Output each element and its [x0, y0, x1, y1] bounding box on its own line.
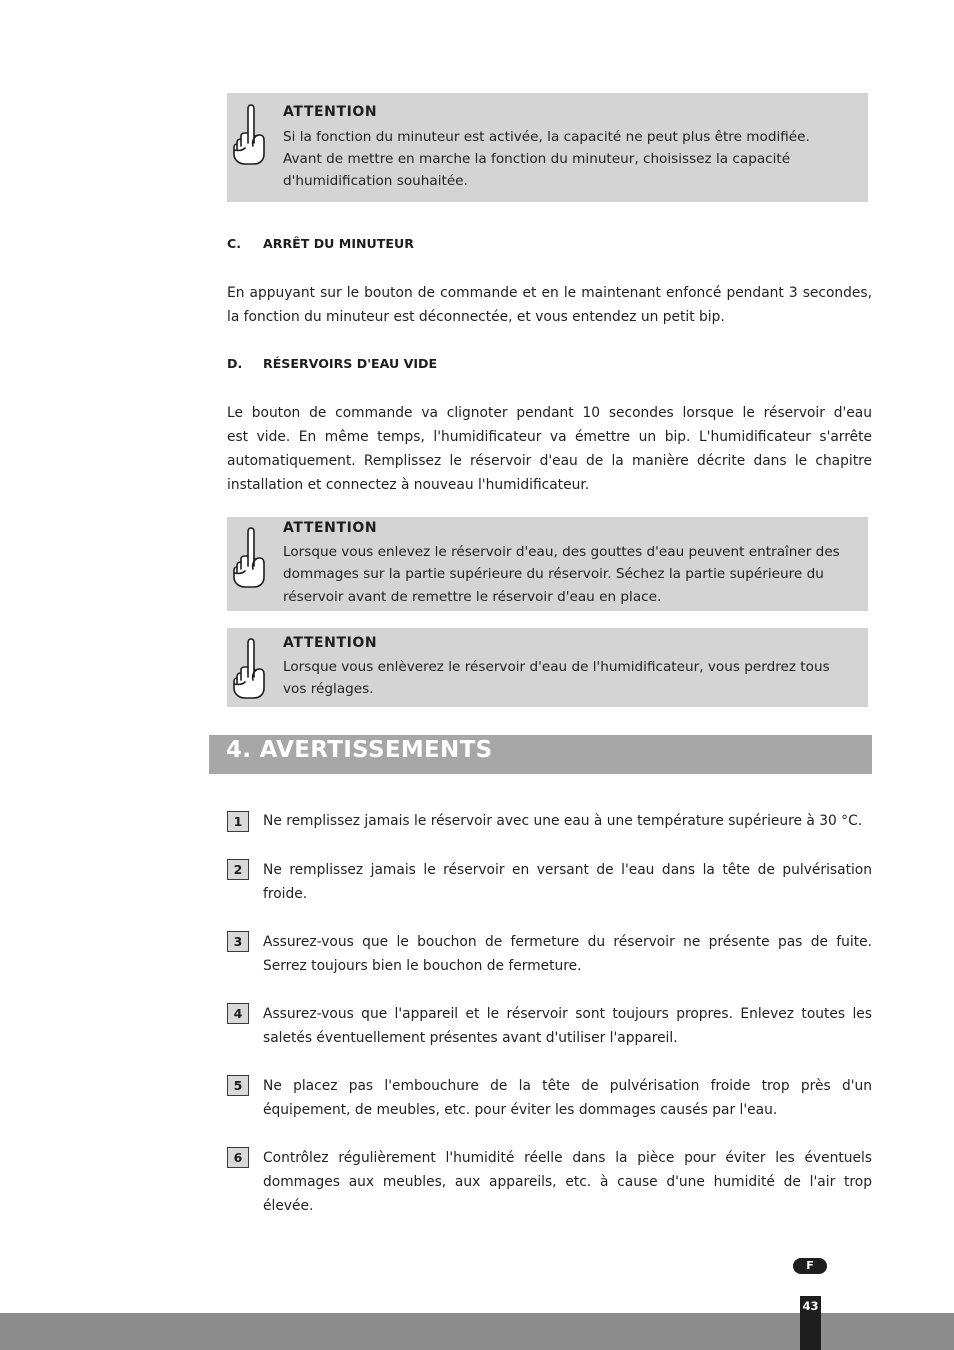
attention-box-drops [227, 517, 868, 611]
language-badge: F [793, 1258, 827, 1274]
warning-text-line: Ne remplissez jamais le réservoir en versant de l'eau dans la tête de pulvérisation [263, 862, 872, 878]
section-heading-text: RÉSERVOIRS D'EAU VIDE [263, 356, 438, 371]
warning-text-line: Serrez toujours bien le bouchon de fermeture. [263, 958, 582, 974]
warning-text-line: Assurez-vous que le bouchon de fermeture du réservoir ne présente pas de fuite. [263, 934, 872, 950]
warning-number-badge: 4 [227, 1003, 249, 1024]
section-4-header [209, 735, 872, 774]
attention-box-timer [227, 93, 868, 202]
warning-number-badge: 6 [227, 1147, 249, 1168]
section-d-heading [227, 356, 437, 371]
paragraph-line: installation et connectez à nouveau l'humidificateur. [227, 477, 590, 493]
attention-text-line: réservoir avant de remettre le réservoir d'eau en place. [283, 589, 662, 605]
warning-text-line: Contrôlez régulièrement l'humidité réelle dans la pièce pour éviter les éventuels [263, 1150, 872, 1166]
attention-text-line: Lorsque vous enlèverez le réservoir d'eau de l'humidificateur, vous perdrez tous [283, 659, 830, 675]
attention-title: ATTENTION [283, 635, 378, 651]
warning-text-line: Ne remplissez jamais le réservoir avec une eau à une température supérieure à 30 °C. [263, 813, 863, 829]
warning-number-badge: 3 [227, 931, 249, 952]
warning-number-badge: 2 [227, 859, 249, 880]
pointing-hand-icon [232, 103, 266, 165]
warning-text-line: élevée. [263, 1198, 314, 1214]
pointing-hand-icon [232, 526, 266, 588]
paragraph-line: est vide. En même temps, l'humidificateur va émettre un bip. L'humidificateur s'arrête [227, 429, 872, 445]
section-letter: C. [227, 236, 242, 251]
paragraph-line: automatiquement. Remplissez le réservoir d'eau de la manière décrite dans le chapitre [227, 453, 872, 469]
pointing-hand-icon [232, 637, 266, 699]
warning-text-line: Assurez-vous que l'appareil et le réservoir sont toujours propres. Enlevez toutes les [263, 1006, 872, 1022]
attention-text-line: Avant de mettre en marche la fonction du minuteur, choisissez la capacité [283, 151, 791, 167]
warning-number-badge: 1 [227, 811, 249, 832]
warning-text-line: Ne placez pas l'embouchure de la tête de pulvérisation froide trop près d'un [263, 1078, 872, 1094]
section-title: 4. AVERTISSEMENTS [226, 737, 493, 763]
attention-text-line: vos réglages. [283, 681, 374, 697]
section-heading-text: ARRÊT DU MINUTEUR [263, 236, 414, 251]
paragraph-line: Le bouton de commande va clignoter pendant 10 secondes lorsque le réservoir d'eau [227, 405, 872, 421]
section-letter: D. [227, 356, 243, 371]
attention-box-settings [227, 628, 868, 707]
attention-title: ATTENTION [283, 104, 378, 120]
page-number: 43 [802, 1299, 819, 1313]
attention-text-line: Si la fonction du minuteur est activée, la capacité ne peut plus être modifiée. [283, 129, 810, 145]
warning-text-line: équipement, de meubles, etc. pour éviter les dommages causés par l'eau. [263, 1102, 778, 1118]
warning-text-line: dommages aux meubles, aux appareils, etc. à cause d'une humidité de l'air trop [263, 1174, 872, 1190]
warning-text-line: saletés éventuellement présentes avant d'utiliser l'appareil. [263, 1030, 678, 1046]
paragraph-line: En appuyant sur le bouton de commande et en le maintenant enfoncé pendant 3 secondes, [227, 285, 872, 301]
warning-number-badge: 5 [227, 1075, 249, 1096]
attention-text-line: d'humidification souhaitée. [283, 173, 468, 189]
paragraph-line: la fonction du minuteur est déconnectée, et vous entendez un petit bip. [227, 309, 725, 325]
attention-text-line: Lorsque vous enlevez le réservoir d'eau, des gouttes d'eau peuvent entraîner des [283, 544, 840, 560]
warning-text-line: froide. [263, 886, 308, 902]
attention-title: ATTENTION [283, 520, 378, 536]
attention-text-line: dommages sur la partie supérieure du réservoir. Séchez la partie supérieure du [283, 566, 824, 582]
section-c-heading [227, 236, 414, 251]
